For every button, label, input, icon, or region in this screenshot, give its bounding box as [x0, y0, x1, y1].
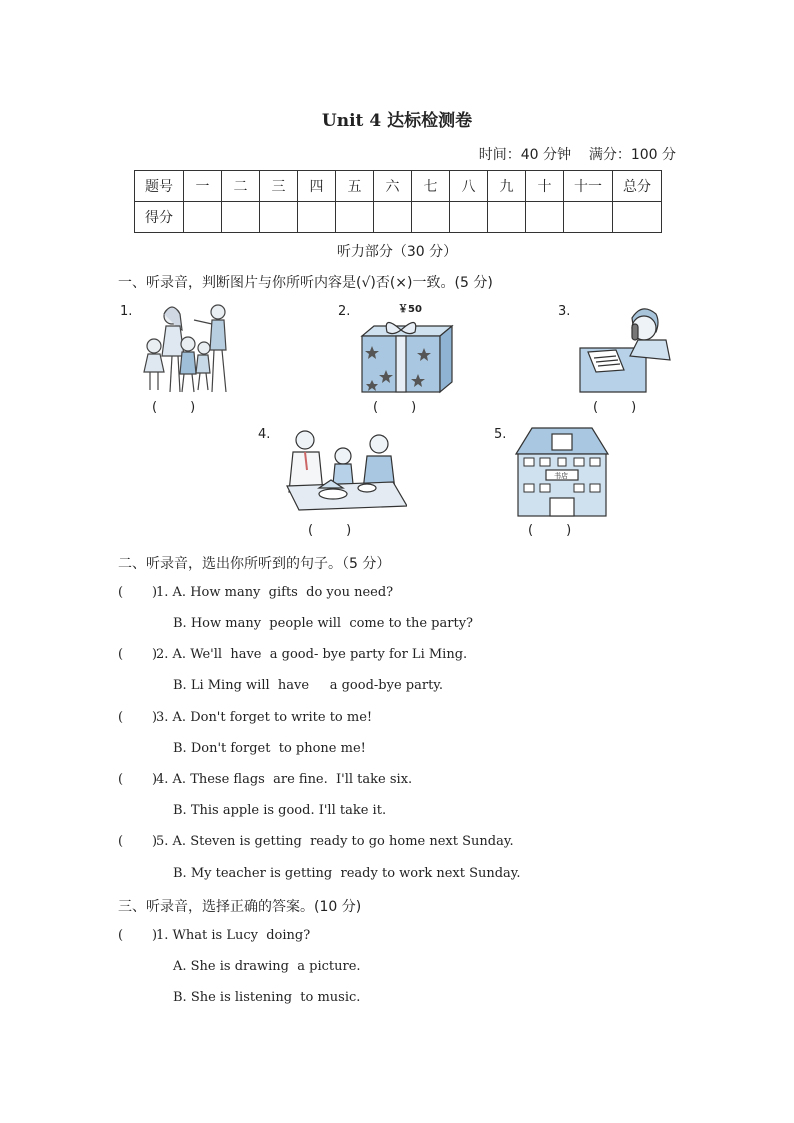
table-cell: 十一: [564, 171, 613, 202]
section2-heading: 二、听录音，选出你所听到的句子。（5 分）: [118, 556, 391, 572]
table-cell: 七: [412, 171, 450, 202]
score-input-cell[interactable]: [336, 202, 374, 233]
bookstore-sign: 书店: [554, 472, 568, 480]
option-a: 2. A. We'll have a good- bye party for Li Ming.: [156, 647, 468, 662]
question-text: 1. What is Lucy doing?: [156, 928, 311, 943]
question-row: [118, 647, 467, 662]
answer-bracket[interactable]: ( ): [118, 710, 158, 725]
question-row: [118, 928, 310, 943]
score-input-cell[interactable]: [450, 202, 488, 233]
option-a: A. She is drawing a picture.: [173, 959, 361, 974]
option-b: B. Li Ming will have a good-bye party.: [173, 678, 444, 693]
time-score-info: 时间：40 分钟 满分：100 分: [478, 147, 676, 163]
item-number: 3.: [558, 304, 571, 319]
answer-bracket[interactable]: ( ): [118, 585, 158, 600]
part-heading: 听力部分（30 分）: [336, 244, 458, 260]
table-cell: 四: [298, 171, 336, 202]
family-dinner-picture: [283, 426, 407, 514]
option-a: 3. A. Don't forget to write to me!: [156, 710, 373, 725]
table-cell: 六: [374, 171, 412, 202]
answer-blank[interactable]: ( ): [373, 400, 417, 415]
option-b: B. Don't forget to phone me!: [173, 741, 366, 756]
score-input-cell[interactable]: [526, 202, 564, 233]
score-input-cell[interactable]: [412, 202, 450, 233]
score-input-cell[interactable]: [374, 202, 412, 233]
question-row: [118, 772, 412, 787]
table-cell: 八: [450, 171, 488, 202]
boy-phone-picture: [578, 300, 678, 396]
table-cell: 十: [526, 171, 564, 202]
answer-bracket[interactable]: ( ): [118, 834, 158, 849]
price-tag: ￥50: [398, 304, 422, 315]
table-cell: 三: [260, 171, 298, 202]
section3-heading: 三、听录音，选择正确的答案。(10 分): [118, 899, 362, 915]
table-cell: 一: [184, 171, 222, 202]
option-b: B. This apple is good. I'll take it.: [173, 803, 387, 818]
score-input-cell[interactable]: [613, 202, 662, 233]
section1-heading: 一、听录音，判断图片与你所听内容是(√)否(×)一致。(5 分): [118, 275, 493, 291]
bookstore-building-picture: [512, 424, 612, 518]
table-cell: 总分: [613, 171, 662, 202]
answer-bracket[interactable]: ( ): [118, 647, 158, 662]
answer-bracket[interactable]: ( ): [118, 772, 158, 787]
item-number: 5.: [494, 427, 507, 442]
answer-blank[interactable]: ( ): [528, 523, 572, 538]
answer-blank[interactable]: ( ): [593, 400, 637, 415]
score-input-cell[interactable]: [222, 202, 260, 233]
table-cell: 题号: [135, 171, 184, 202]
score-input-cell[interactable]: [298, 202, 336, 233]
score-table: [134, 170, 662, 233]
table-cell: 五: [336, 171, 374, 202]
question-row: [118, 710, 372, 725]
table-cell: 二: [222, 171, 260, 202]
score-input-cell[interactable]: [488, 202, 526, 233]
answer-blank[interactable]: ( ): [152, 400, 196, 415]
family-picture: [138, 300, 238, 396]
answer-blank[interactable]: ( ): [308, 523, 352, 538]
score-input-cell[interactable]: [184, 202, 222, 233]
option-a: 4. A. These flags are fine. I'll take six.: [156, 772, 413, 787]
item-number: 1.: [120, 304, 133, 319]
score-table-score-row: [135, 202, 662, 233]
score-table-header-row: [135, 171, 662, 202]
option-a: 5. A. Steven is getting ready to go home next Sunday.: [156, 834, 514, 849]
question-row: [118, 834, 514, 849]
answer-bracket[interactable]: ( ): [118, 928, 158, 943]
score-input-cell[interactable]: [260, 202, 298, 233]
option-b: B. My teacher is getting ready to work next Sunday.: [173, 866, 521, 881]
page-title: Unit 4 达标检测卷: [321, 111, 473, 131]
item-number: 2.: [338, 304, 351, 319]
question-row: [118, 585, 393, 600]
item-number: 4.: [258, 427, 271, 442]
score-input-cell[interactable]: [564, 202, 613, 233]
option-a: 1. A. How many gifts do you need?: [156, 585, 394, 600]
table-cell: 得分: [135, 202, 184, 233]
option-b: B. How many people will come to the party?: [173, 616, 474, 631]
table-cell: 九: [488, 171, 526, 202]
option-b: B. She is listening to music.: [173, 990, 361, 1005]
gift-box-picture: [358, 300, 458, 396]
